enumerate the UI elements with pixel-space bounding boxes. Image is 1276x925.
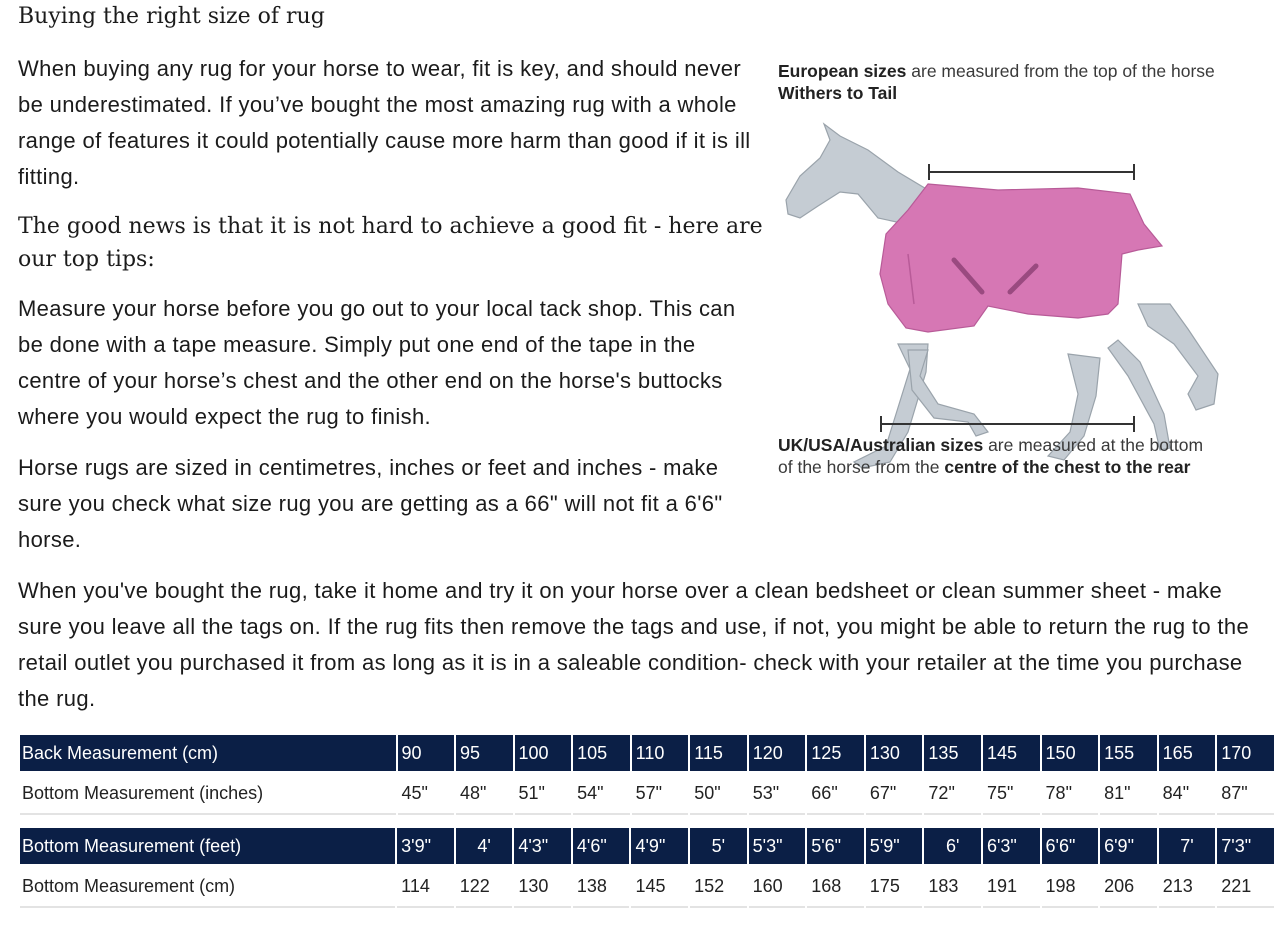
header-cell: 155 bbox=[1100, 735, 1157, 771]
bottom-measure-line bbox=[881, 416, 1134, 432]
header-cell: 150 bbox=[1042, 735, 1099, 771]
table-cell: 57" bbox=[632, 773, 689, 815]
header-cell: 6'3" bbox=[983, 828, 1040, 864]
header-cell: 4'9" bbox=[631, 828, 688, 864]
measure-paragraph: Measure your horse before you go out to your local tack shop. This can be done with a tape measure. Simply put one end of the tape in the centre of your horse’s chest and the other end on the horse's buttocks where you would expect the rug to finish. bbox=[18, 296, 736, 429]
table-cell: 122 bbox=[456, 866, 513, 908]
table-cell: 114 bbox=[397, 866, 454, 908]
header-cell: 7' bbox=[1159, 828, 1216, 864]
table-row bbox=[20, 866, 1274, 908]
table-cell: 48" bbox=[456, 773, 513, 815]
table-cell: 160 bbox=[749, 866, 806, 908]
header-cell: 145 bbox=[983, 735, 1040, 771]
table-row bbox=[20, 773, 1274, 815]
table-cell: 72" bbox=[924, 773, 981, 815]
table-cell: 138 bbox=[573, 866, 630, 908]
table-cell: 45" bbox=[398, 773, 455, 815]
table-cell: 175 bbox=[866, 866, 923, 908]
sizing-paragraph: Horse rugs are sized in centimetres, inches or feet and inches - make sure you check what size rug you are getting as a 66" will not fit a 6'6" horse. bbox=[18, 455, 723, 552]
uk-caption-text: are measured at the bottom bbox=[983, 435, 1204, 455]
table-cell: 183 bbox=[924, 866, 981, 908]
header-cell: 110 bbox=[632, 735, 689, 771]
header-cell: 135 bbox=[924, 735, 981, 771]
header-label: Bottom Measurement (feet) bbox=[20, 828, 395, 864]
top-measure-line bbox=[929, 164, 1134, 180]
table-cell: 66" bbox=[807, 773, 864, 815]
table-cell: 221 bbox=[1217, 866, 1274, 908]
header-cell: 5' bbox=[690, 828, 747, 864]
table-cell: 213 bbox=[1159, 866, 1216, 908]
table-cell: 67" bbox=[866, 773, 923, 815]
table-cell: 75" bbox=[983, 773, 1040, 815]
page-title: Buying the right size of rug bbox=[18, 4, 325, 29]
row-label: Bottom Measurement (cm) bbox=[20, 866, 395, 908]
withers-to-tail-label: Withers to Tail bbox=[778, 83, 898, 103]
size-table-back-measurement bbox=[18, 733, 1276, 817]
fitting-paragraph: When you've bought the rug, take it home and try it on your horse over a clean bedsheet or clean summer sheet - make sure you leave all the tags on. If the rug fits then remove the tags and use, if not, you might be able to return the rug to the retail outlet you purchased it from as long as it is in a saleable condition- check with your retailer at the time you purchase the rug. bbox=[18, 578, 1250, 711]
table-cell: 145 bbox=[631, 866, 688, 908]
table-cell: 206 bbox=[1100, 866, 1157, 908]
table-cell: 87" bbox=[1217, 773, 1274, 815]
header-cell: 100 bbox=[515, 735, 572, 771]
good-news-paragraph: The good news is that it is not hard to achieve a good fit - here are our top tips: bbox=[18, 214, 763, 272]
intro-paragraph: When buying any rug for your horse to wear, fit is key, and should never be underestimated. If you’ve bought the most amazing rug with a whole range of features it could potentially cause more harm than good if it is ill fitting. bbox=[18, 56, 751, 189]
european-caption-text: are measured from the top of the horse bbox=[906, 61, 1215, 81]
header-cell: 130 bbox=[866, 735, 923, 771]
header-cell: 5'6" bbox=[807, 828, 864, 864]
table-cell: 191 bbox=[983, 866, 1040, 908]
header-cell: 125 bbox=[807, 735, 864, 771]
table-cell: 50" bbox=[690, 773, 747, 815]
header-cell: 5'3" bbox=[749, 828, 806, 864]
header-cell: 90 bbox=[398, 735, 455, 771]
header-cell: 105 bbox=[573, 735, 630, 771]
uk-size-caption bbox=[778, 434, 1203, 478]
european-size-caption bbox=[778, 60, 1215, 104]
header-cell: 170 bbox=[1217, 735, 1274, 771]
rug-size-diagram bbox=[778, 58, 1268, 488]
table-cell: 53" bbox=[749, 773, 806, 815]
rug-shape bbox=[880, 184, 1162, 332]
chest-to-rear-label: centre of the chest to the rear bbox=[944, 457, 1191, 477]
header-cell: 115 bbox=[690, 735, 747, 771]
uk-caption-text-2: of the horse from the bbox=[778, 457, 945, 477]
table-cell: 168 bbox=[807, 866, 864, 908]
header-cell: 120 bbox=[749, 735, 806, 771]
header-cell: 5'9" bbox=[866, 828, 923, 864]
header-cell: 6'9" bbox=[1100, 828, 1157, 864]
header-cell: 4'3" bbox=[514, 828, 571, 864]
header-cell: 95 bbox=[456, 735, 513, 771]
table-header-row bbox=[20, 828, 1274, 864]
header-cell: 4' bbox=[456, 828, 513, 864]
header-label: Back Measurement (cm) bbox=[20, 735, 396, 771]
header-cell: 3'9" bbox=[397, 828, 454, 864]
european-sizes-label: European sizes bbox=[778, 61, 907, 81]
table-cell: 84" bbox=[1159, 773, 1216, 815]
table-cell: 78" bbox=[1042, 773, 1099, 815]
uk-sizes-label: UK/USA/Australian sizes bbox=[778, 435, 984, 455]
header-cell: 7'3" bbox=[1217, 828, 1274, 864]
table-cell: 81" bbox=[1100, 773, 1157, 815]
header-cell: 6'6" bbox=[1042, 828, 1099, 864]
table-cell: 152 bbox=[690, 866, 747, 908]
table-cell: 130 bbox=[514, 866, 571, 908]
table-cell: 198 bbox=[1042, 866, 1099, 908]
table-cell: 51" bbox=[515, 773, 572, 815]
header-cell: 4'6" bbox=[573, 828, 630, 864]
table-header-row bbox=[20, 735, 1274, 771]
header-cell: 6' bbox=[924, 828, 981, 864]
header-cell: 165 bbox=[1159, 735, 1216, 771]
size-table-bottom-measurement bbox=[18, 826, 1276, 910]
row-label: Bottom Measurement (inches) bbox=[20, 773, 396, 815]
horse-illustration bbox=[778, 114, 1258, 474]
table-cell: 54" bbox=[573, 773, 630, 815]
